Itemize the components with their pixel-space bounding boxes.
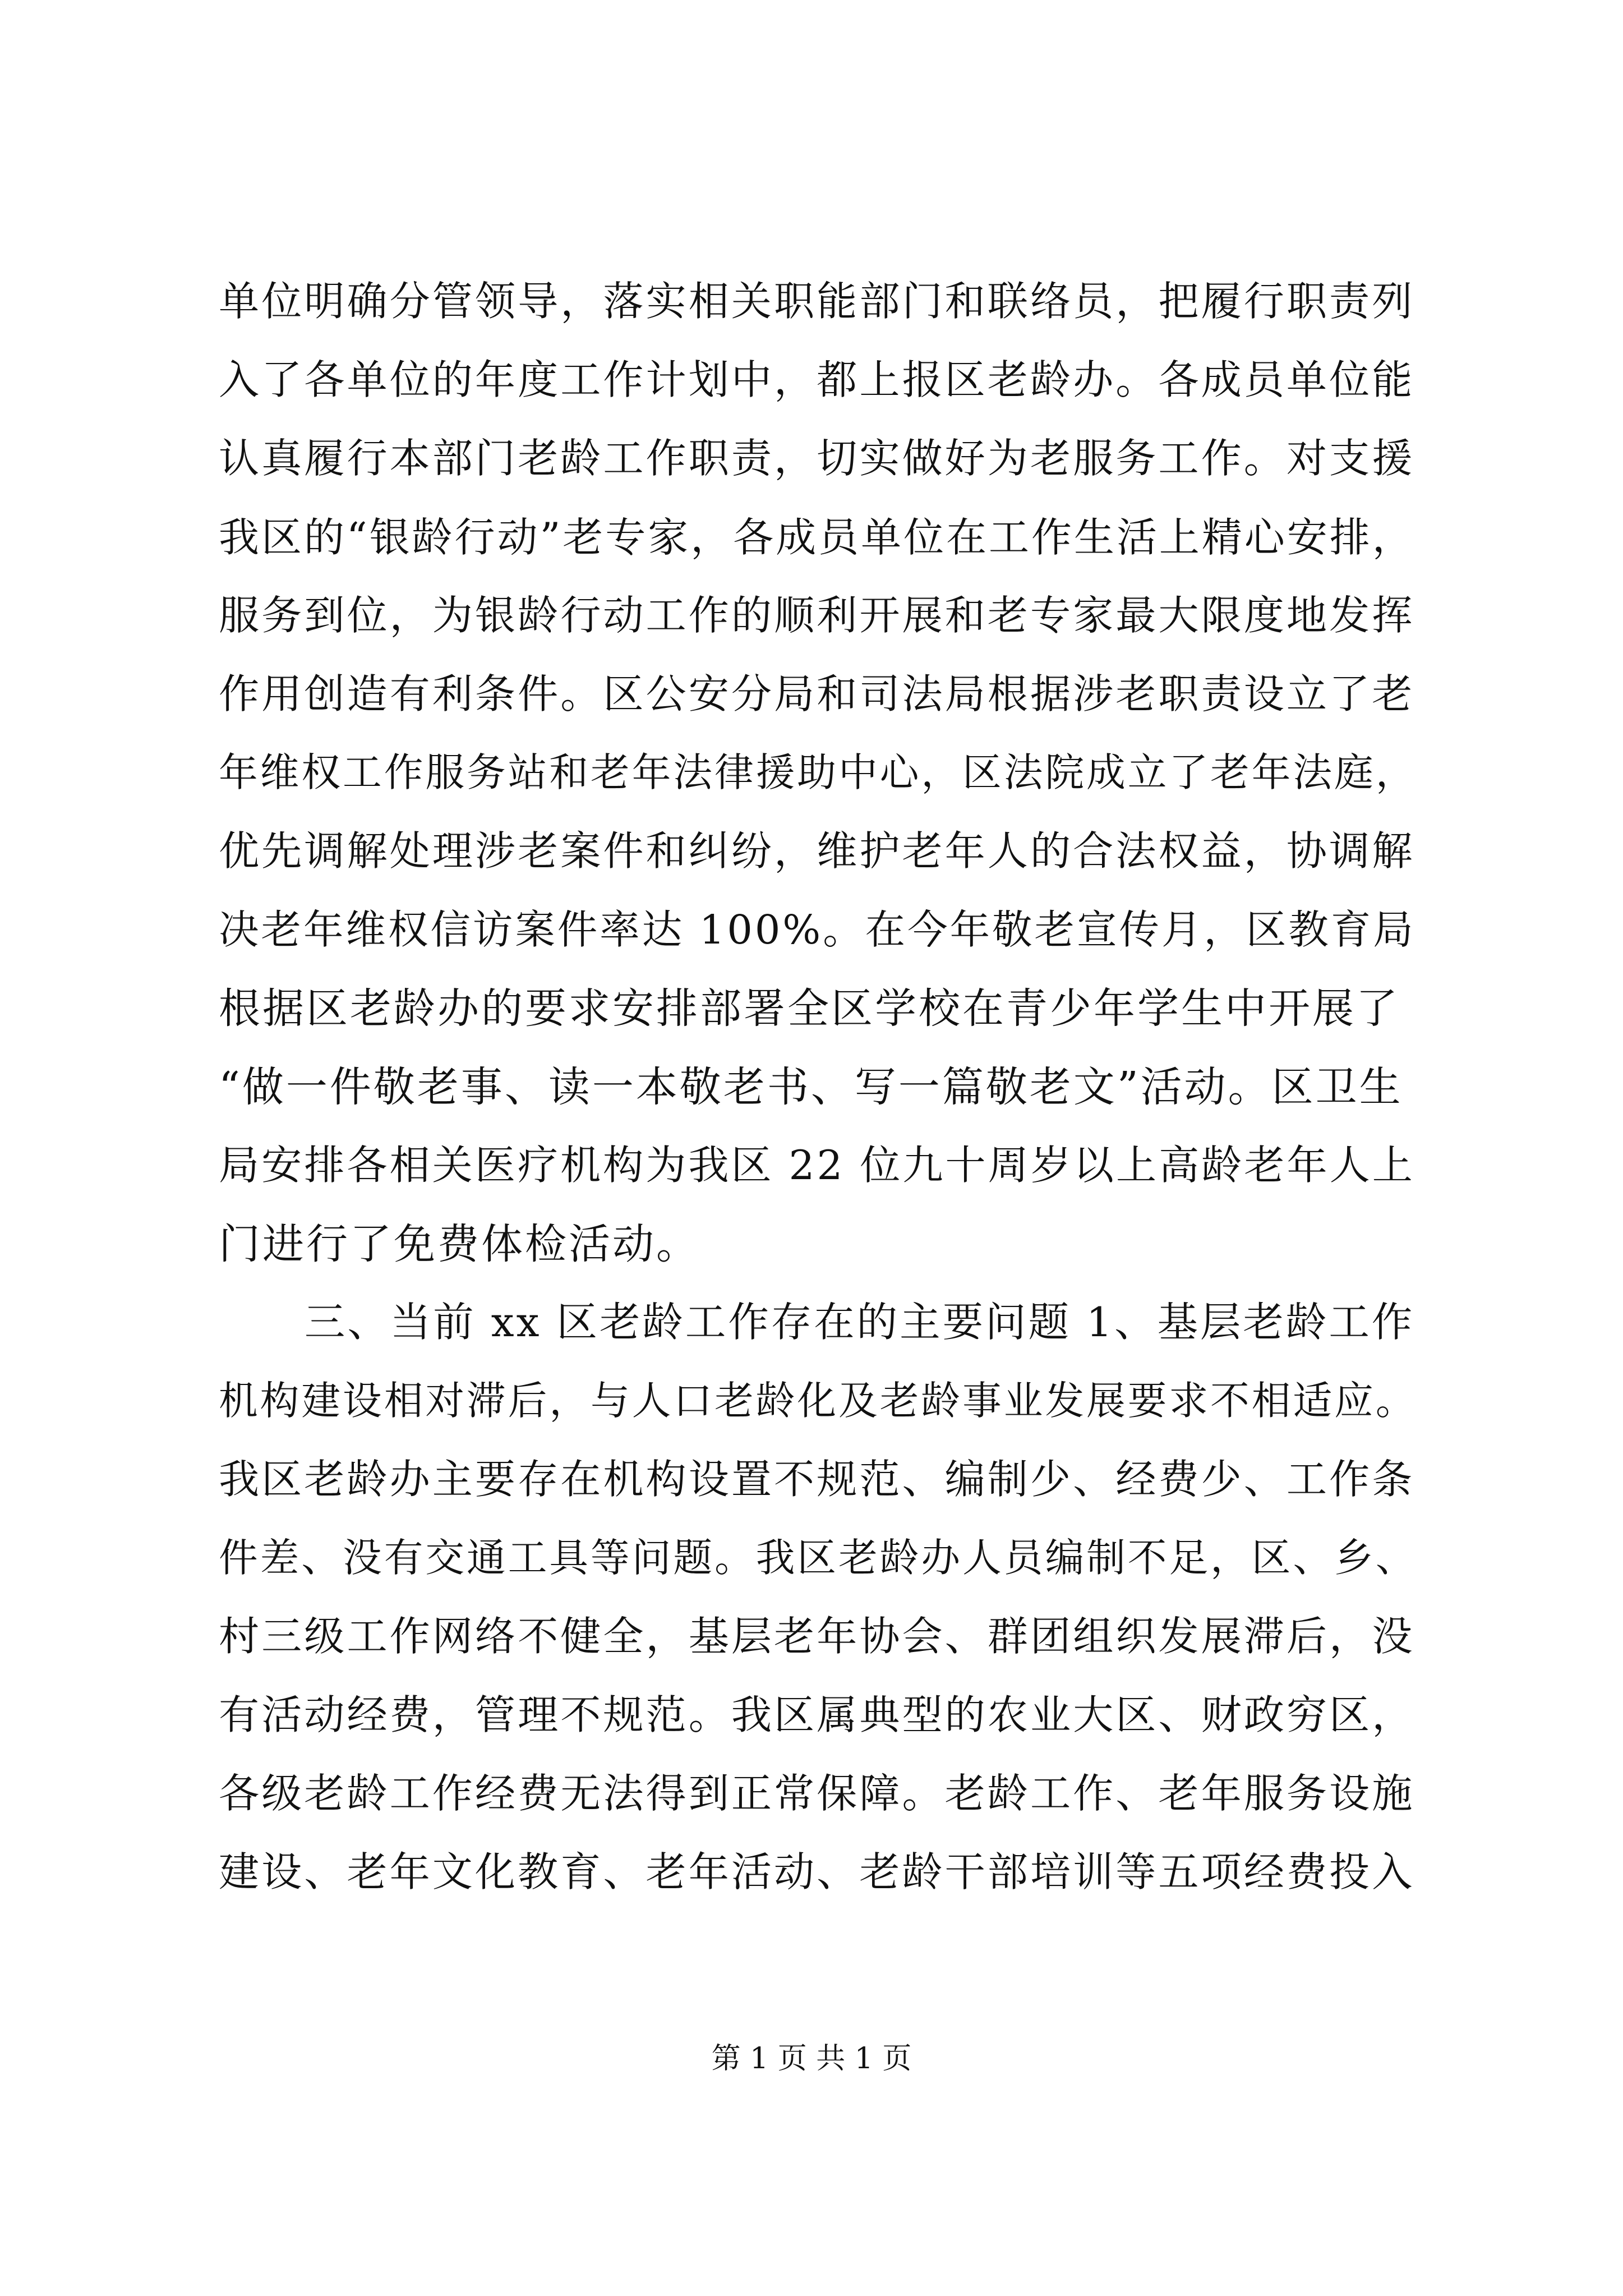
text-line: 各级老龄工作经费无法得到正常保障。老龄工作、老年服务设施 (219, 1770, 1415, 1818)
text-line: 村三级工作网络不健全，基层老年协会、群团组织发展滞后，没 (219, 1613, 1415, 1660)
text-line: 认真履行本部门老龄工作职责，切实做好为老服务工作。对支援 (219, 435, 1415, 482)
text-line: “做一件敬老事、读一本敬老书、写一篇敬老文”活动。区卫生 (219, 1063, 1403, 1111)
text-line: 门进行了免费体检活动。 (219, 1220, 700, 1268)
text-line: 建设、老年文化教育、老年活动、老龄干部培训等五项经费投入 (219, 1849, 1415, 1896)
text-line: 优先调解处理涉老案件和纠纷，维护老年人的合法权益，协调解 (219, 828, 1415, 875)
text-line: 单位明确分管领导，落实相关职能部门和联络员，把履行职责列 (219, 278, 1415, 325)
page-footer: 第 1 页 共 1 页 (711, 2042, 912, 2076)
text-line: 局安排各相关医疗机构为我区 22 位九十周岁以上高龄老年人上 (219, 1142, 1415, 1189)
text-line: 决老年维权信访案件率达 100%。在今年敬老宣传月，区教育局 (219, 907, 1415, 953)
section-heading-line: 三、当前 xx 区老龄工作存在的主要问题 1、基层老龄工作 (219, 1299, 1415, 1346)
text-line: 我区老龄办主要存在机构设置不规范、编制少、经费少、工作条 (219, 1456, 1415, 1503)
text-line: 根据区老龄办的要求安排部署全区学校在青少年学生中开展了 (219, 984, 1400, 1033)
text-line: 有活动经费，管理不规范。我区属典型的农业大区、财政穷区， (219, 1692, 1415, 1739)
text-line: 作用创造有利条件。区公安分局和司法局根据涉老职责设立了老 (219, 671, 1415, 718)
text-line: 机构建设相对滞后，与人口老龄化及老龄事业发展要求不相适应。 (219, 1378, 1417, 1424)
body-text (219, 263, 1417, 1912)
text-line: 服务到位，为银龄行动工作的顺利开展和老专家最大限度地发挥 (219, 592, 1415, 639)
text-line: 入了各单位的年度工作计划中，都上报区老龄办。各成员单位能 (219, 357, 1415, 404)
text-line: 年维权工作服务站和老年法律援助中心，区法院成立了老年法庭， (219, 750, 1417, 795)
text-line: 我区的“银龄行动”老专家，各成员单位在工作生活上精心安排， (219, 514, 1415, 561)
text-line: 件差、没有交通工具等问题。我区老龄办人员编制不足，区、乡、 (219, 1535, 1417, 1581)
